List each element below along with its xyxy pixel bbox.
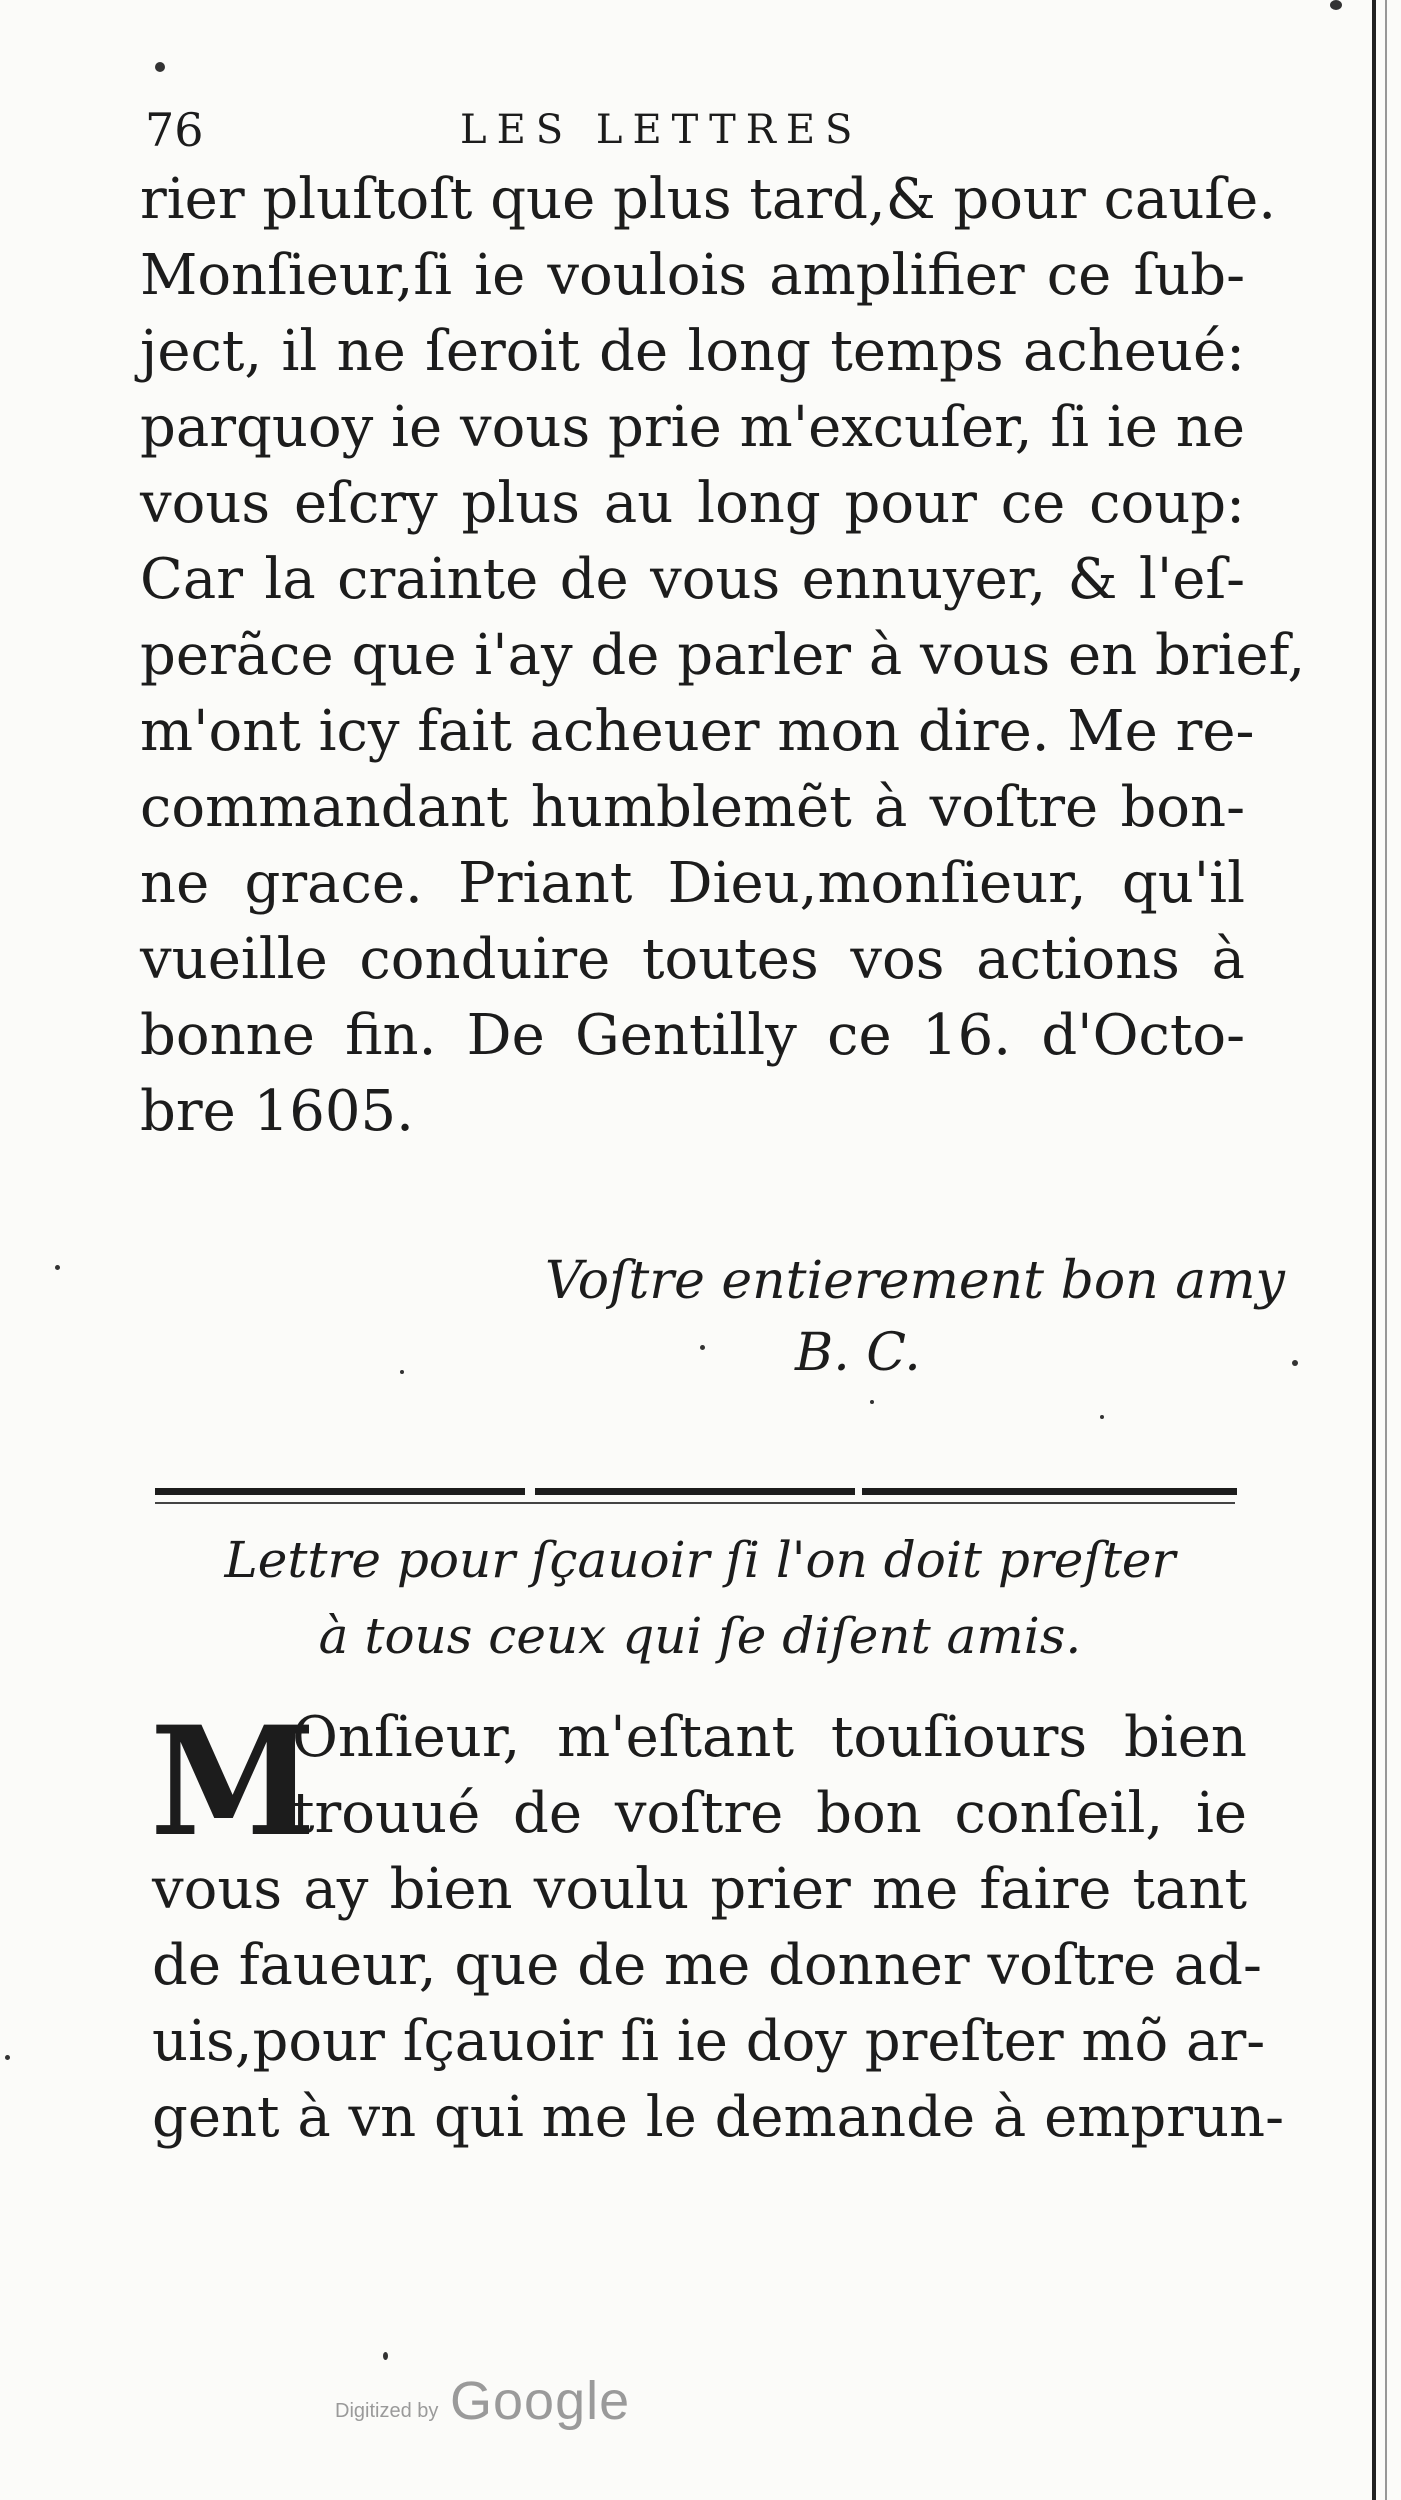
drop-cap: M bbox=[150, 1694, 317, 1870]
section-rule bbox=[155, 1488, 525, 1495]
text-line: vous ay bien voulu prier me faire tant bbox=[152, 1857, 1247, 1922]
section-rule bbox=[535, 1488, 855, 1495]
google-logo: Google bbox=[450, 2371, 631, 2431]
text-line: rier pluſtoſt que plus tard,& pour cauſe. bbox=[140, 167, 1277, 232]
section-rule bbox=[862, 1488, 1237, 1495]
ink-speck bbox=[5, 2055, 10, 2060]
signature-closing: Voſtre entierement bon amy bbox=[545, 1251, 1285, 1311]
text-line: Car la crainte de vous ennuyer, & l'eſ- bbox=[140, 547, 1245, 612]
letter-title bbox=[150, 1522, 1250, 1674]
letter-title-line: à tous ceux qui ſe diſent amis. bbox=[318, 1607, 1082, 1665]
ink-speck bbox=[400, 1370, 404, 1374]
page-edge-shadow bbox=[1372, 0, 1376, 2500]
text-line: ne grace. Priant Dieu,monſieur, qu'il bbox=[140, 851, 1245, 916]
text-line: bre 1605. bbox=[140, 1079, 414, 1144]
section-rule-thin bbox=[155, 1502, 1235, 1504]
text-line: bonne fin. De Gentilly ce 16. d'Octo- bbox=[140, 1003, 1245, 1068]
text-line: ject, il ne ſeroit de long temps acheué: bbox=[140, 319, 1245, 384]
ink-speck bbox=[1100, 1415, 1104, 1419]
ink-speck bbox=[700, 1345, 705, 1350]
text-line: commandant humblemẽt à voſtre bon- bbox=[140, 775, 1245, 840]
page-header bbox=[140, 95, 1240, 165]
signature-block bbox=[545, 1245, 1285, 1383]
ink-speck bbox=[155, 62, 165, 72]
letter-ending-text bbox=[140, 162, 1306, 1150]
digitized-by-label: Digitized by bbox=[335, 2400, 439, 2422]
text-line: de faueur, que de me donner voſtre ad- bbox=[152, 1933, 1262, 1998]
page-edge-line bbox=[1385, 0, 1387, 2500]
text-line: vueille conduire toutes vos actions à bbox=[140, 927, 1245, 992]
ink-speck bbox=[55, 1265, 60, 1270]
text-line: perãce que i'ay de parler à vous en brief, bbox=[140, 623, 1306, 688]
running-title: LES LETTRES bbox=[460, 107, 863, 153]
ink-speck bbox=[870, 1400, 874, 1404]
letter-title-line: Lettre pour ſçauoir ſi l'on doit preſter bbox=[224, 1531, 1176, 1589]
text-line: m'ont icy fait acheuer mon dire. Me re- bbox=[140, 699, 1255, 764]
text-line: Monſieur,ſi ie voulois amplifier ce ſub- bbox=[140, 243, 1245, 308]
text-line: uis,pour ſçauoir ſi ie doy preſter mõ ar- bbox=[152, 2009, 1266, 2074]
ink-speck bbox=[383, 2352, 388, 2360]
page-number: 76 bbox=[145, 103, 204, 157]
text-line: vous eſcry plus au long pour ce coup: bbox=[140, 471, 1245, 536]
ink-speck bbox=[1330, 0, 1342, 10]
signature-initials: B. C. bbox=[795, 1323, 921, 1383]
text-line: parquoy ie vous prie m'excuſer, ſi ie ne bbox=[140, 395, 1245, 460]
text-line: gent à vn qui me le demande à emprun- bbox=[152, 2085, 1285, 2150]
digitized-watermark bbox=[335, 2370, 655, 2440]
ink-speck bbox=[1292, 1360, 1298, 1366]
text-line: Onſieur, m'eſtant touſiours bien bbox=[292, 1705, 1247, 1770]
letter-body-text bbox=[150, 1694, 1285, 2156]
text-line: trouué de voſtre bon conſeil, ie bbox=[292, 1781, 1247, 1846]
